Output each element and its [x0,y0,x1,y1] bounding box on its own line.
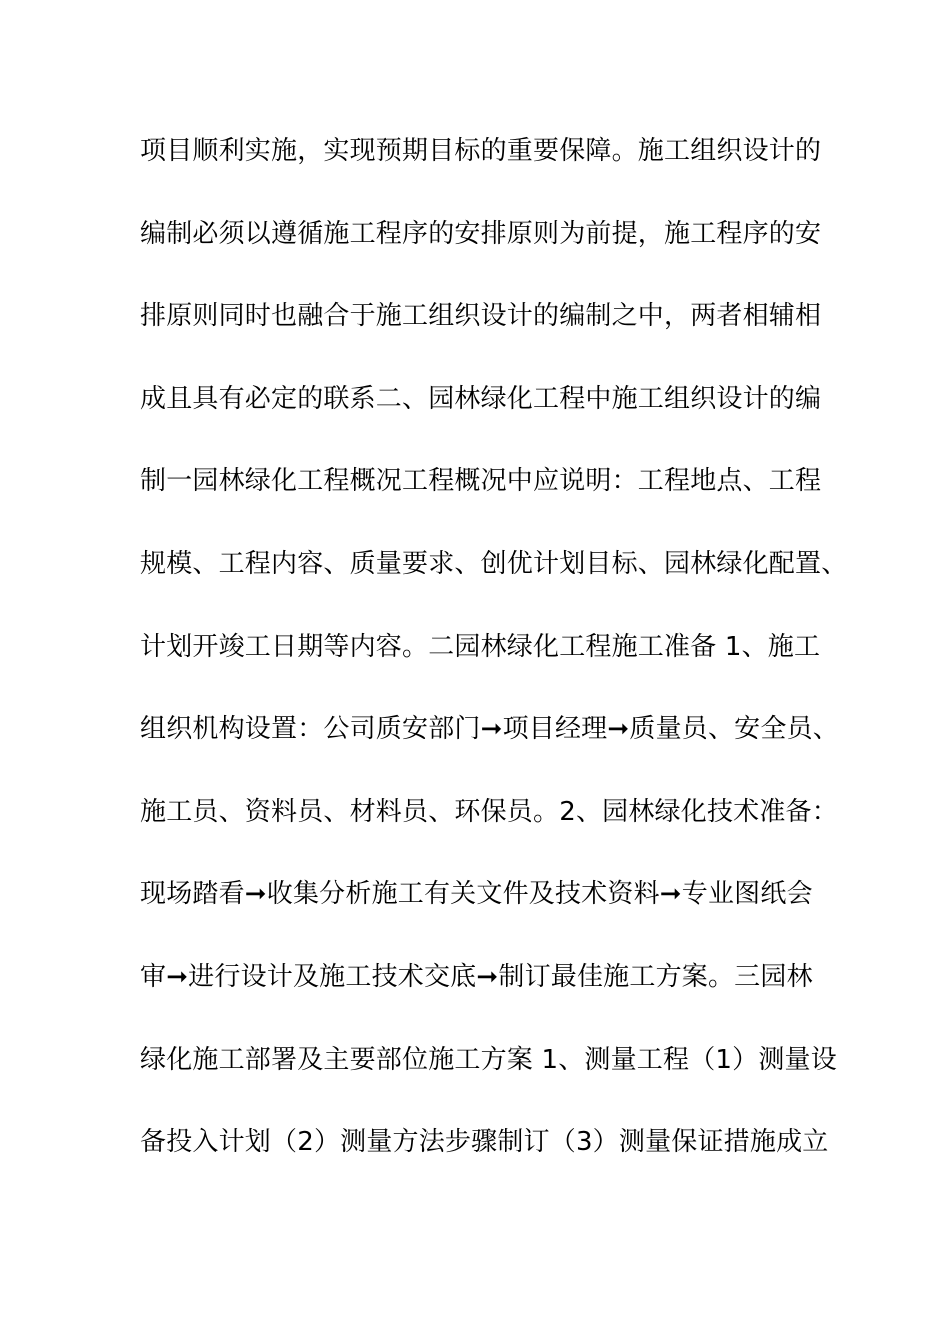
text-line-11: 审➞进行设计及施工技术交底➞制订最佳施工方案。三园林 [140,961,813,992]
body-text [140,128,848,1202]
text-line-2: 编制必须以遵循施工程序的安排原则为前提，施工程序的安 [140,218,822,249]
text-line-13: 备投入计划（2）测量方法步骤制订（3）测量保证措施成立 [140,1127,829,1158]
text-line-1: 项目顺利实施，实现预期目标的重要保障。施工组织设计的 [140,136,822,166]
text-line-8: 组织机构设置：公司质安部门➞项目经理➞质量员、安全员、 [140,714,839,745]
text-line-12: 绿化施工部署及主要部位施工方案 1、测量工程（1）测量设 [140,1044,837,1075]
text-line-3: 排原则同时也融合于施工组织设计的编制之中，两者相辅相 [140,301,822,332]
text-line-6: 规模、工程内容、质量要求、创优计划目标、园林绿化配置、 [140,548,848,579]
text-line-4: 成且具有必定的联系二、园林绿化工程中施工组织设计的编 [140,383,822,414]
text-line-10: 现场踏看➞收集分析施工有关文件及技术资料➞专业图纸会 [140,879,813,910]
text-line-9: 施工员、资料员、材料员、环保员。2、园林绿化技术准备： [140,796,838,827]
text-line-7: 计划开竣工日期等内容。二园林绿化工程施工准备 1、施工 [140,631,821,662]
text-line-5: 制一园林绿化工程概况工程概况中应说明：工程地点、工程 [140,466,822,497]
